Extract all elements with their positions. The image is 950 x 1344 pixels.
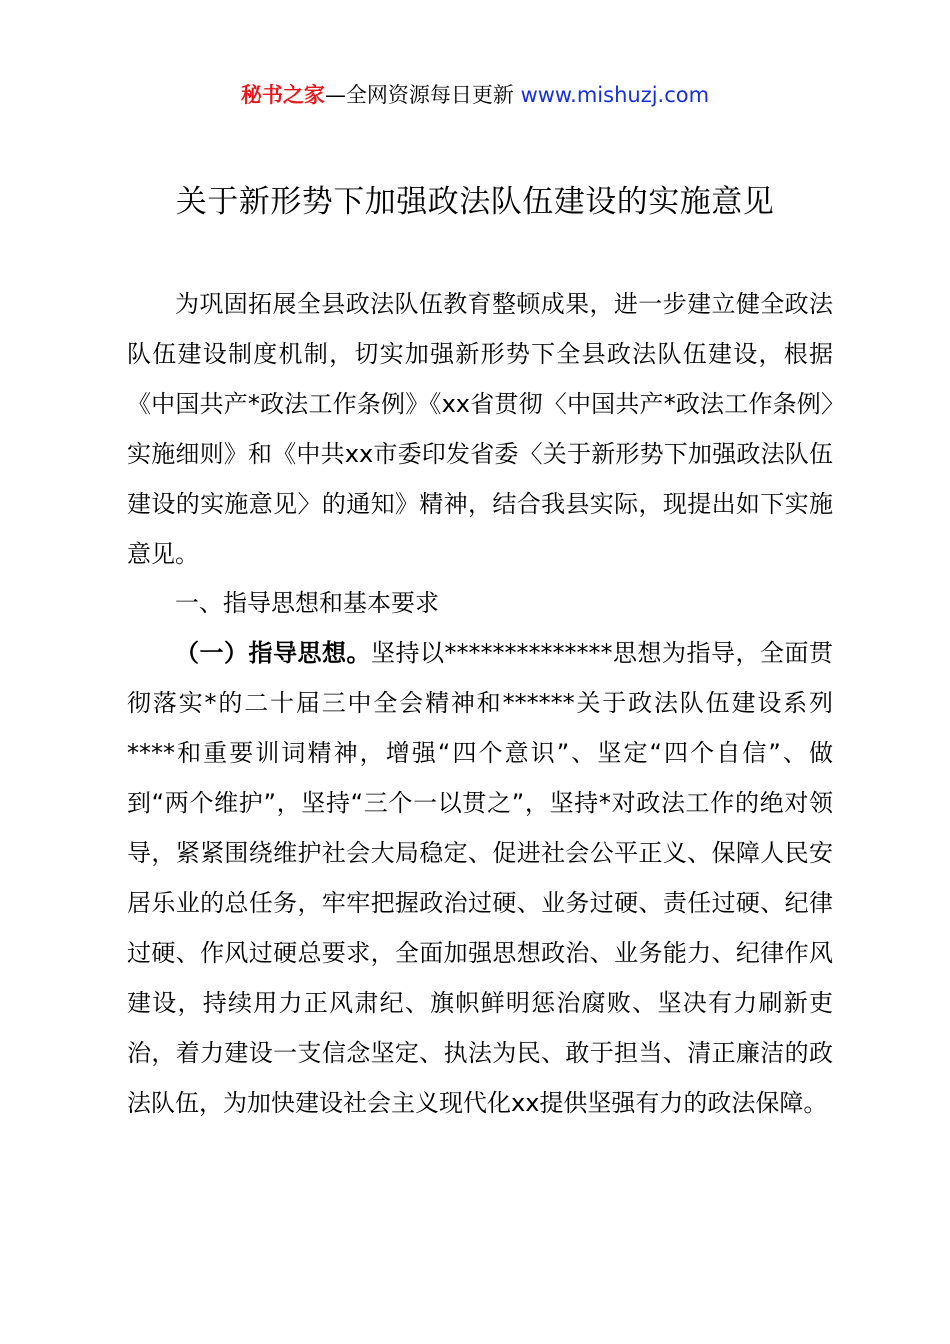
subsection-body: 坚持以**************思想为指导，全面贯彻落实*的二十届三中全会精神和******关于政法队伍建设系列****和重要训词精神，增强“四个意识”、坚定“四个自信”、做到“两个维护”，坚持“三个一以贯之”，坚持*对政法工作的绝对领导，紧紧围绕维护社会大局稳定、促进社会公平正义、保障人民安居乐业的总任务，牢牢把握政治过硬、业务过硬、责任过硬、纪律过硬、作风过硬总要求，全面加强思想政治、业务能力、纪律作风建设，持续用力正风肃纪、旗帜鲜明惩治腐败、坚决有力刷新吏治，着力建设一支信念坚定、执法为民、敢于担当、清正廉洁的政法队伍，为加快建设社会主义现代化xx提供坚强有力的政法保障。 (127, 639, 833, 1117)
document-title: 关于新形势下加强政法队伍建设的实施意见 (175, 184, 775, 220)
site-url-link[interactable]: www.mishuzj.com (520, 83, 710, 107)
document-body (127, 280, 833, 1128)
site-tagline: —全网资源每日更新 (324, 83, 514, 107)
intro-paragraph: 为巩固拓展全县政法队伍教育整顿成果，进一步建立健全政法队伍建设制度机制，切实加强新形势下全县政法队伍建设，根据《中国共产*政法工作条例》《xx省贯彻〈中国共产*政法工作条例〉实施细则》和《中共xx市委印发省委〈关于新形势下加强政法队伍建设的实施意见〉的通知》精神，结合我县实际，现提出如下实施意见。 (127, 290, 833, 568)
subsection-paragraph (127, 629, 833, 1128)
subsection-lead: （一）指导思想。 (175, 639, 371, 668)
site-header (0, 80, 950, 110)
site-brand: 秘书之家 (240, 83, 325, 107)
section-heading: 一、指导思想和基本要求 (175, 589, 439, 618)
